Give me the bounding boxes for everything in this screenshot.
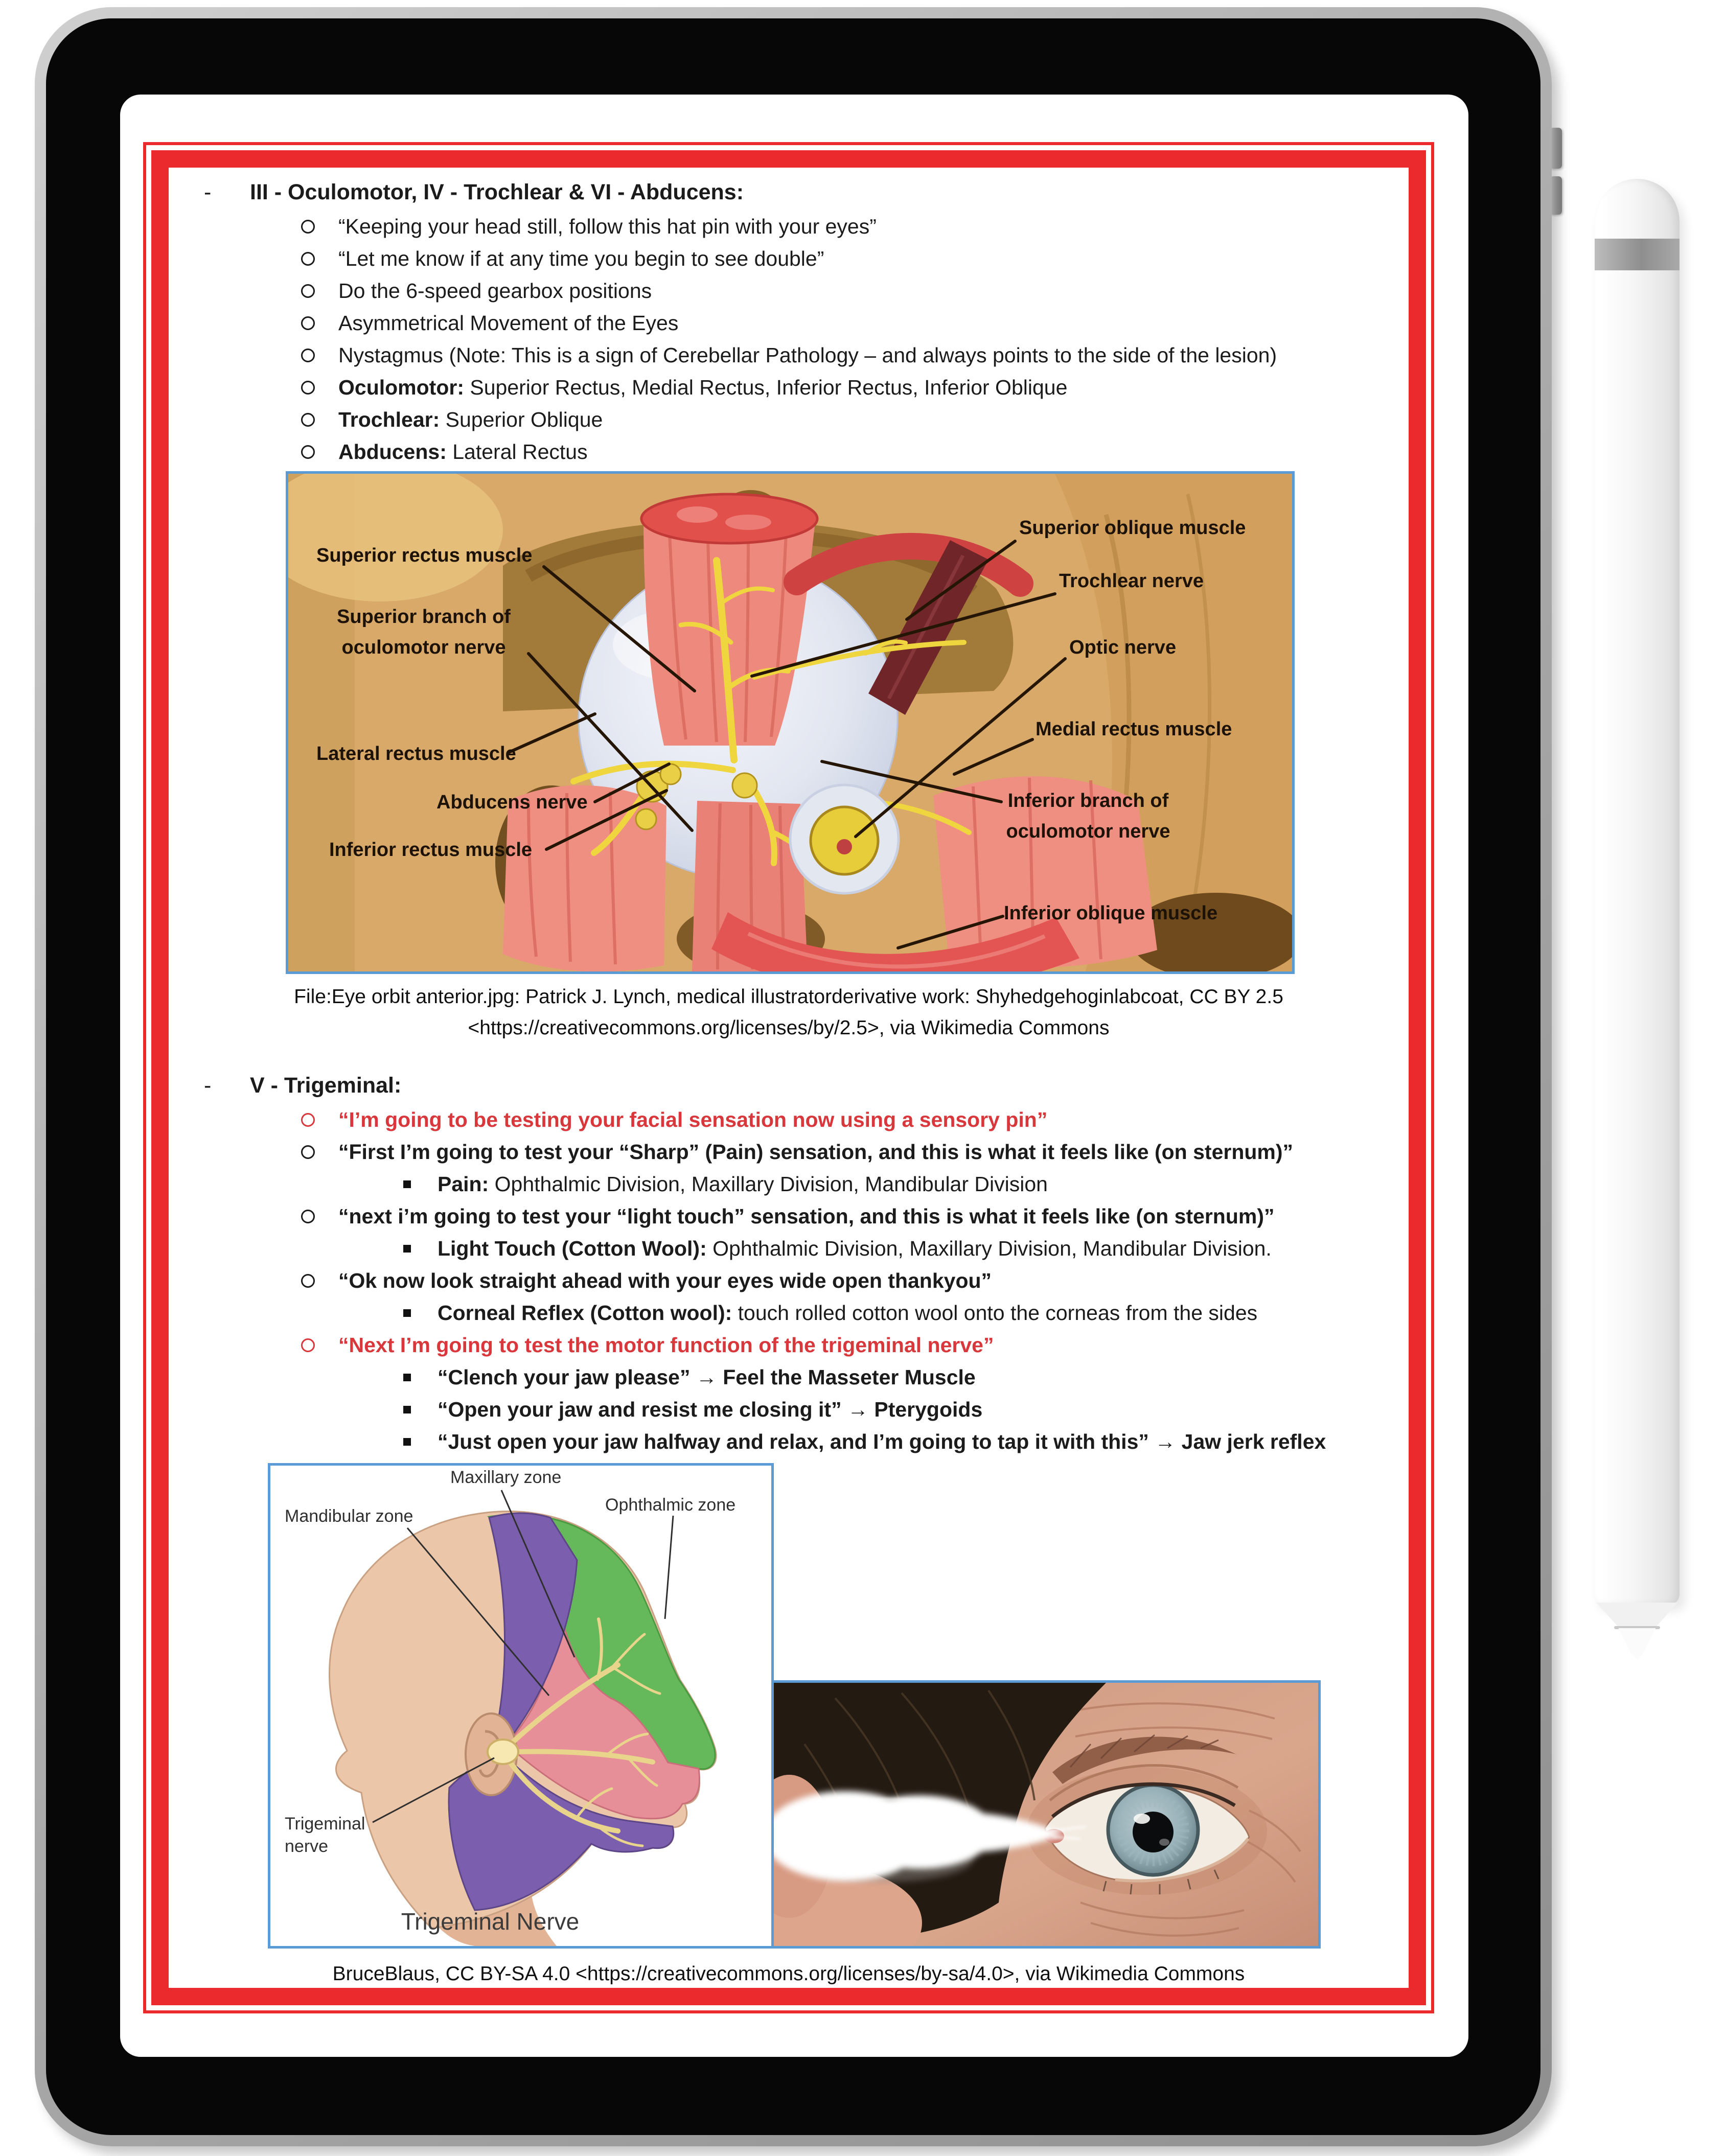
list-item [169,1361,1409,1394]
list-item [169,436,1409,468]
item-text: Asymmetrical Movement of the Eyes [338,311,679,335]
label-optic-nerve: Optic nerve [1069,637,1177,658]
trigeminal-zones-illustration [270,1466,771,1946]
list-item [169,1233,1409,1265]
trigeminal-attribution: BruceBlaus, CC BY-SA 4.0 <https://creativecommons.org/licenses/by-sa/4.0>, via Wikimedia Commons [332,1963,1245,1985]
list-item [169,1200,1409,1233]
circle-bullet-icon [301,1338,315,1352]
list-item [169,1104,1409,1136]
item-text: Pain: Ophthalmic Division, Maxillary Division, Mandibular Division [438,1172,1048,1196]
section-heading-oculomotor [169,175,1409,211]
list-item [169,211,1409,243]
label-superior-branch-2: oculomotor nerve [341,637,506,658]
square-bullet-icon [403,1180,411,1188]
label-lateral-rectus: Lateral rectus muscle [316,743,516,764]
item-text: “Let me know if at any time you begin to see double” [338,246,824,270]
heading-text: III - Oculomotor, IV - Trochlear & VI - Abducens: [250,180,744,205]
document-content [169,168,1409,1988]
document-red-border [151,150,1426,2005]
item-text: Oculomotor: Superior Rectus, Medial Rectus, Inferior Rectus, Inferior Oblique [338,375,1068,399]
circle-bullet-icon [301,1210,315,1223]
document-page [143,142,1434,2013]
item-text: “Next I’m going to test the motor function of the trigeminal nerve” [338,1333,994,1357]
list-item [169,1329,1409,1361]
orbit-anatomy-figure [286,471,1295,974]
item-text: Trochlear: Superior Oblique [338,407,603,431]
dash-bullet: - [204,1073,212,1098]
circle-bullet-icon [301,1274,315,1288]
list-item [169,1426,1409,1458]
item-text: Do the 6-speed gearbox positions [338,279,652,303]
heading-text: V - Trigeminal: [250,1073,402,1098]
item-text: “First I’m going to test your “Sharp” (Pain) sensation, and this is what it feels like (on sternum)” [338,1140,1294,1164]
item-text: “next i’m going to test your “light touch” sensation, and this is what it feels like (on sternum)” [338,1204,1275,1228]
item-text: Light Touch (Cotton Wool): Ophthalmic Division, Maxillary Division, Mandibular Division. [438,1236,1272,1260]
label-trochlear-nerve: Trochlear nerve [1059,570,1204,592]
label-medial-rectus: Medial rectus muscle [1036,718,1232,740]
trigeminal-figures-row [169,1463,1409,1953]
circle-bullet-icon [301,349,315,362]
list-item [169,404,1409,436]
list-item [169,339,1409,372]
label-abducens-nerve: Abducens nerve [436,792,588,813]
label-inferior-rectus: Inferior rectus muscle [329,839,533,861]
label-maxillary-zone: Maxillary zone [450,1468,562,1487]
section-heading-trigeminal [169,1068,1409,1104]
figure-caption-trigeminal-nerve: Trigeminal Nerve [401,1908,580,1935]
square-bullet-icon [403,1438,411,1446]
item-text: “Clench your jaw please” → Feel the Masseter Muscle [438,1365,976,1389]
label-trigeminal-nerve-1: Trigeminal [285,1814,365,1834]
circle-bullet-icon [301,220,315,234]
label-inferior-oblique: Inferior oblique muscle [1004,902,1218,924]
circle-bullet-icon [301,252,315,266]
label-superior-oblique: Superior oblique muscle [1019,517,1246,539]
square-bullet-icon [403,1309,411,1317]
list-item [169,1265,1409,1297]
apple-pencil-tip [1595,1628,1680,1660]
list-item [169,307,1409,339]
list-item [169,275,1409,307]
label-trigeminal-nerve-2: nerve [285,1837,329,1856]
corneal-reflex-photo [771,1680,1321,1949]
list-item [169,1136,1409,1168]
dash-bullet: - [204,180,212,205]
item-text: “Open your jaw and resist me closing it” → Pterygoids [438,1397,983,1421]
circle-bullet-icon [301,413,315,427]
circle-bullet-icon [301,284,315,298]
orbit-anatomy-illustration [288,474,1292,971]
label-inferior-branch-1: Inferior branch of [1007,790,1169,812]
item-text: “Just open your jaw halfway and relax, and I’m going to tap it with this” → Jaw jerk reflex [438,1429,1326,1453]
circle-bullet-icon [301,445,315,459]
item-text: “Ok now look straight ahead with your eyes wide open thankyou” [338,1268,992,1292]
item-text: “Keeping your head still, follow this hat pin with your eyes” [338,214,877,238]
trigeminal-zones-figure [268,1463,774,1949]
apple-pencil-taper [1595,1603,1680,1627]
label-superior-rectus: Superior rectus muscle [316,545,533,566]
item-text: Nystagmus (Note: This is a sign of Cerebellar Pathology – and always points to the side of the lesion) [338,343,1277,367]
circle-bullet-icon [301,1145,315,1159]
apple-pencil-band [1595,239,1680,270]
list-item [169,372,1409,404]
item-text: “I’m going to be testing your facial sensation now using a sensory pin” [338,1107,1048,1131]
label-mandibular-zone: Mandibular zone [285,1506,413,1526]
item-text: Corneal Reflex (Cotton wool): touch rolled cotton wool onto the corneas from the sides [438,1301,1258,1325]
apple-pencil-body [1595,179,1680,1605]
square-bullet-icon [403,1406,411,1413]
square-bullet-icon [403,1374,411,1381]
list-item [169,1394,1409,1426]
label-superior-branch-1: Superior branch of [337,606,511,628]
square-bullet-icon [403,1245,411,1253]
orbit-attribution-line2: <https://creativecommons.org/licenses/by/2.5>, via Wikimedia Commons [468,1017,1110,1039]
list-item [169,1168,1409,1200]
orbit-attribution-line1: File:Eye orbit anterior.jpg: Patrick J. Lynch, medical illustratorderivative work: Shyhedgehoginlabcoat, CC BY 2.5 [294,986,1283,1008]
circle-bullet-icon [301,316,315,330]
circle-bullet-icon [301,1113,315,1127]
label-inferior-branch-2: oculomotor nerve [1006,821,1170,842]
circle-bullet-icon [301,381,315,395]
label-ophthalmic-zone: Ophthalmic zone [605,1495,736,1515]
orbit-attribution [169,981,1409,1044]
list-item [169,1297,1409,1329]
list-item [169,243,1409,275]
item-text: Abducens: Lateral Rectus [338,439,588,463]
eye-cotton-wool-photo [774,1683,1318,1946]
